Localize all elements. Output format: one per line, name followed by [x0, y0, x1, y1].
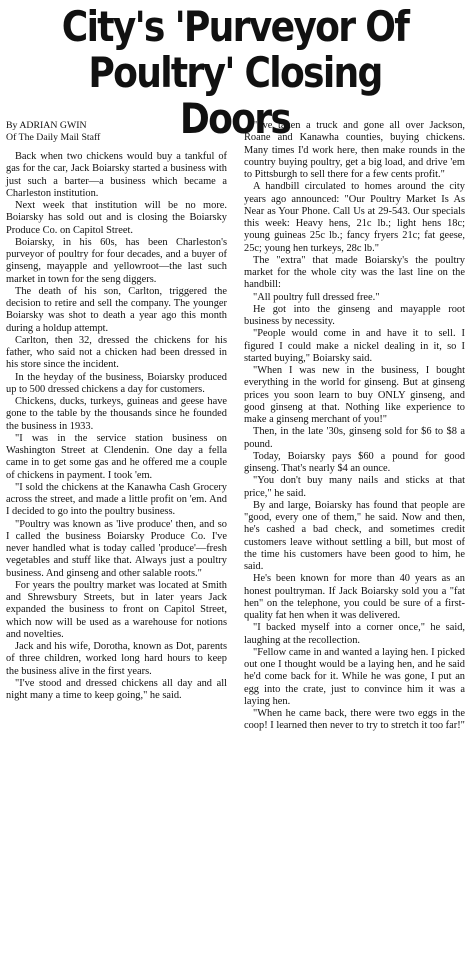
paragraph: Carlton, then 32, dressed the chickens for his father, who said not a chicken had been dressed in his store since the incident. — [6, 334, 227, 371]
paragraph: "I sold the chickens at the Kanawha Cash Grocery across the street, and made a little profit on 'em. And I decided to go into the poultry business. — [6, 481, 227, 518]
byline-author: By ADRIAN GWIN — [6, 120, 87, 131]
right-column — [244, 120, 465, 972]
paragraph: Chickens, ducks, turkeys, guineas and geese have gone to the table by the thousands since he founded the business in 1933. — [6, 396, 227, 432]
paragraph: "I've taken a truck and gone all over Jackson, Roane and Kanawha counties, buying chickens. Many times I'd work here, then make rounds in the country buying poultry, get a big load, and drive 'em to Pittsburgh to sell there for a few cents profit." — [244, 120, 465, 180]
paragraph: Jack and his wife, Dorotha, known as Dot, parents of three children, worked long hard hours to keep the business alive in the first years. — [6, 641, 227, 677]
paragraph: He got into the ginseng and mayapple root business by necessity. — [244, 303, 465, 327]
paragraph: The death of his son, Carlton, triggered the decision to retire and sell the company. The younger Boiarsky was shot to death a year ago this month during a holdup attempt. — [6, 285, 227, 334]
paragraph: A handbill circulated to homes around the city years ago announced: "Our Poultry Market Is As Near as Your Phone. Call Us at 29-543. Our specials this week: Heavy hens, 21c lb.; light hens 18c; young guineas 25c lb.; fancy fryers 21c; fat geese, 25c; young hen turkeys, 28c lb." — [244, 181, 465, 254]
paragraph: He's been known for more than 40 years as an honest poultryman. If Jack Boiarsky sold you a "fat hen" on the telephone, you could be sure of a first-quality fat hen when it was delivered. — [244, 573, 465, 621]
paragraph: In the heyday of the business, Boiarsky produced up to 500 dressed chickens a day for customers. — [6, 371, 227, 395]
paragraph: Then, in the late '30s, ginseng sold for $6 to $8 a pound. — [244, 426, 465, 450]
paragraph: By and large, Boiarsky has found that people are "good, every one of them," he said. Now and then, he's cashed a bad check, and sometimes credit customers leave without settling a bill, but most of the time his customers have been good to him, he said. — [244, 499, 465, 572]
paragraph: "I was in the service station business on Washington Street at Clendenin. One day a fella came in to get some gas and he offered me a couple of chickens in payment. I took 'em. — [6, 432, 227, 481]
paragraph: The "extra" that made Boiarsky's the poultry market for the whole city was the last line on the handbill: — [244, 254, 465, 291]
paragraph: "I backed myself into a corner once," he said, laughing at the recollection. — [244, 622, 465, 646]
paragraph: "Fellow came in and wanted a laying hen. I picked out one I thought would be a laying hen, and he said he'd come back for it. While he was gone, I put an egg into the crate, just to convince him it was a laying hen. — [244, 646, 465, 707]
left-column — [6, 120, 227, 972]
paragraph: "People would come in and have it to sell. I figured I could make a nickel dealing in it, so I started buying," Boiarsky said. — [244, 328, 465, 364]
paragraph: "I've stood and dressed chickens all day and all night many a time to keep going," he said. — [6, 677, 227, 701]
byline-affiliation: Of The Daily Mail Staff — [6, 132, 101, 143]
headline-line-1: City's 'Purveyor Of — [61, 2, 409, 51]
paragraph: "When I was new in the business, I bought everything in the world for ginseng. But at ginseng prices you soon learn to buy ONLY ginseng, and good ginseng at that. Nothing like experience to make a ginseng merchant of you!" — [244, 365, 465, 425]
byline — [6, 120, 227, 144]
paragraph: "You don't buy many nails and sticks at that price," he said. — [244, 475, 465, 499]
headline-line-2: Poultry' Closing Doors — [88, 48, 382, 143]
paragraph: For years the poultry market was located at Smith and Shrewsbury Streets, but in later years Jack expanded the business to front on Capitol Street, which now will be used as a warehouse for notions and novelties. — [6, 579, 227, 640]
paragraph: "All poultry full dressed free." — [253, 291, 380, 303]
paragraph: Next week that institution will be no more. Boiarsky has sold out and is closing the Boiarsky Produce Co. on Capitol Street. — [6, 200, 227, 236]
paragraph: Back when two chickens would buy a tankful of gas for the car, Jack Boiarsky started a business with just such a barter—a business which became a Charleston institution. — [6, 151, 227, 199]
article-body — [6, 120, 466, 972]
paragraph: "When he came back, there were two eggs in the coop! I learned then never to try to stretch it too far!" — [244, 708, 465, 732]
paragraph: Boiarsky, in his 60s, has been Charleston's purveyor of poultry for four decades, and a buyer of ginseng, mayapple and yellowroot—the last such market in town for the seng diggers. — [6, 236, 227, 285]
paragraph: "Poultry was known as 'live produce' then, and so I called the business Boiarsky Produce Co. I've never handled what is today called 'produce'—fresh vegetables and stuff like that. Always just a poultry business. And ginseng and other salable roots." — [6, 518, 227, 579]
paragraph: Today, Boiarsky pays $60 a pound for good ginseng. That's nearly $4 an ounce. — [244, 450, 465, 474]
